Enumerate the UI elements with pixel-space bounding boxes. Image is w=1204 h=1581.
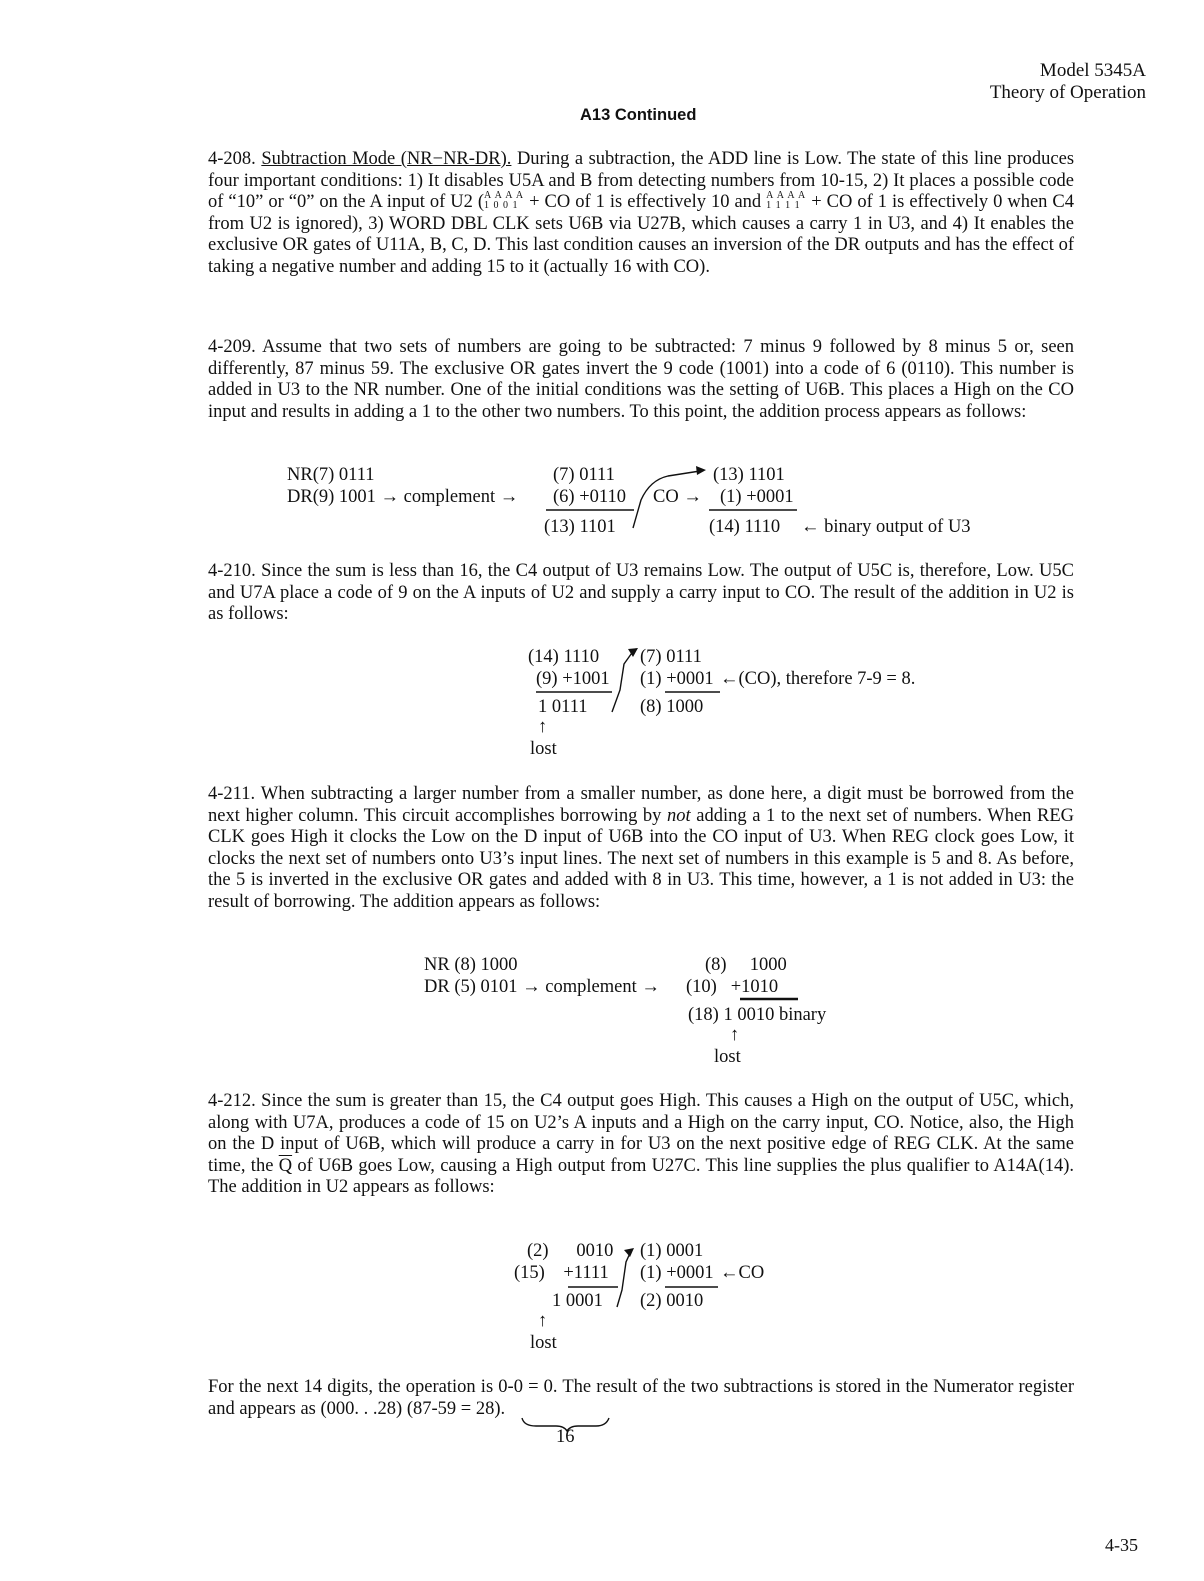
section-title: A13 Continued — [580, 106, 697, 124]
eq3-arrow: ↑ — [730, 1025, 740, 1045]
eq3-result: (18) 1 0010 binary — [688, 1005, 827, 1025]
eq4-a-result: 1 0001 — [552, 1291, 603, 1311]
eq1-nr: NR(7) 0111 — [287, 465, 375, 485]
eq4-carry-arrowhead — [624, 1248, 634, 1257]
eq3-top: (8) 1000 — [705, 955, 787, 975]
eq1-carry-arrowhead — [696, 466, 706, 475]
paragraph-4-212: 4-212. Since the sum is greater than 15, the C4 output goes High. This causes a High on the output of U5C, which, along with U7A, produces a code of 15 on U2’s A inputs and a High on the carry input, CO. Notice, also, the High on the D input of U6B, which will produce a carry in for U3 on the next positive edge of REG CLK. At the same time, the $\overline{Q}$ of U6B goes Low, causing a High output from U27C. This line supplies the plus qualifier to A14A(14). The addition in U2 appears as follows: — [208, 1091, 1074, 1198]
braced-result: (000. . .28) — [320, 1398, 403, 1419]
eq2-b-mid: (1) +0001 — [640, 669, 714, 689]
eq4-arrow: ↑ — [538, 1311, 548, 1331]
paragraph-number: 4-208. — [208, 149, 256, 169]
eq1-sum2-result: (14) 1110 — [709, 517, 781, 537]
eq3-dr: DR (5) 0101 → complement → — [424, 977, 660, 997]
eq1-co-label: CO → — [653, 487, 702, 507]
q-bar: $\overline{Q}$ — [278, 1155, 293, 1176]
eq3-mid: (10) +1010 — [686, 977, 779, 997]
eq1-sum1-top: (7) 0111 — [553, 465, 615, 485]
paragraph-4-210: 4-210. Since the sum is less than 16, the C4 output of U3 remains Low. The output of U5C is, therefore, Low. U5C and U7A place a code of 9 on the A inputs of U2 and supply a carry input to CO. The result of the addition in U2 is as follows: — [208, 561, 1074, 625]
eq4-b-mid: (1) +0001 — [640, 1263, 714, 1283]
eq4-b-result: (2) 0010 — [640, 1291, 704, 1311]
brace-label: 16 — [556, 1427, 575, 1447]
paragraph-4-209: 4-209. Assume that two sets of numbers are going to be subtracted: 7 minus 9 followed by 8 minus 5 or, seen differently, 87 minus 59. The exclusive OR gates invert the 9 code (1001) into a code of 6 (0110). This number is added in U3 to the NR number. One of the initial conditions was the setting of U6B. This places a High on the CO input and results in adding a 1 to the other two numbers. To this point, the addition process appears as follows: — [208, 337, 1074, 422]
eq4-a-top: (2) 0010 — [527, 1241, 614, 1261]
paragraph-final: For the next 14 digits, the operation is 0-0 = 0. The result of the two subtractions is stored in the Numerator register and appears as (000. . .28) (87-59 = 28). — [208, 1377, 1074, 1419]
eq2-b-top: (7) 0111 — [640, 647, 702, 667]
eq2-a-top: (14) 1110 — [528, 647, 600, 667]
eq4-b-top: (1) 0001 — [640, 1241, 704, 1261]
eq4-lost: lost — [530, 1333, 557, 1353]
eq1-note: ← binary output of U3 — [801, 517, 971, 537]
eq3-lost: lost — [714, 1047, 741, 1067]
emphasis-not: not — [667, 805, 691, 826]
eq3-nr: NR (8) 1000 — [424, 955, 518, 975]
eq2-note: ←(CO), therefore 7-9 = 8. — [720, 669, 916, 689]
eq1-sum2-mid: (1) +0001 — [720, 487, 794, 507]
eq2-carry-slash — [612, 650, 634, 712]
paragraph-4-208: 4-208. Subtraction Mode (NR−NR-DR). During a subtraction, the ADD line is Low. The state of this line produces four important conditions: 1) It disables U5A and B from detecting numbers from 10-15, 2) It places a possible code of “10” or “0” on the A input of U2 ( A A A A 1 0 0 1 + CO of 1 is effectively 10 and A A A A 1 1 1 1 + CO of 1 is effectively 0 when C4 from U2 is ignored), 3) WORD DBL CLK sets U6B via U27B, which causes a carry 1 in U3, and 4) It enables the exclusive OR gates of U11A, B, C, D. This last condition causes an inversion of the DR outputs and has the effect of taking a negative number and adding 15 to it (actually 16 with CO). — [208, 149, 1075, 277]
header-model: Model 5345A — [1039, 60, 1146, 81]
eq1-dr: DR(9) 1001 → complement → — [287, 487, 519, 507]
eq4-carry-slash — [617, 1251, 631, 1307]
eq4-a-mid: (15) +1111 — [514, 1263, 609, 1283]
code-1111: A A A A 1 1 1 1 — [766, 189, 807, 211]
eq2-a-result: 1 0111 — [538, 697, 588, 717]
header-section: Theory of Operation — [989, 82, 1146, 103]
eq2-b-result: (8) 1000 — [640, 697, 704, 717]
eq2-lost: lost — [530, 739, 557, 759]
code-1001: A A A A 1 0 0 1 — [484, 189, 525, 211]
eq4-note: ←CO — [720, 1263, 765, 1283]
paragraph-4-211: 4-211. When subtracting a larger number from a smaller number, as done here, a digit must be borrowed from the next higher column. This circuit accomplishes borrowing by not adding a 1 to the next set of numbers. When REG CLK goes High it clocks the Low on the D input of U6B into the CO input of U3. When REG clock goes Low, it clocks the next set of numbers onto U3’s input lines. The next set of numbers in this example is 5 and 8. As before, the 5 is inverted in the exclusive OR gates and added with 8 in U3. This time, however, a 1 is not added in U3: the result of borrowing. The addition appears as follows: — [208, 784, 1074, 912]
eq1-sum1-mid: (6) +0110 — [553, 487, 626, 507]
eq1-sum1-result: (13) 1101 — [544, 517, 616, 537]
eq2-a-mid: (9) +1001 — [536, 669, 610, 689]
eq1-sum2-top: (13) 1101 — [713, 465, 785, 485]
paragraph-title: Subtraction Mode (NR−NR-DR). — [261, 149, 512, 169]
eq2-arrow: ↑ — [538, 717, 548, 737]
eq2-carry-arrowhead — [628, 648, 638, 657]
page-number: 4-35 — [1105, 1535, 1138, 1555]
